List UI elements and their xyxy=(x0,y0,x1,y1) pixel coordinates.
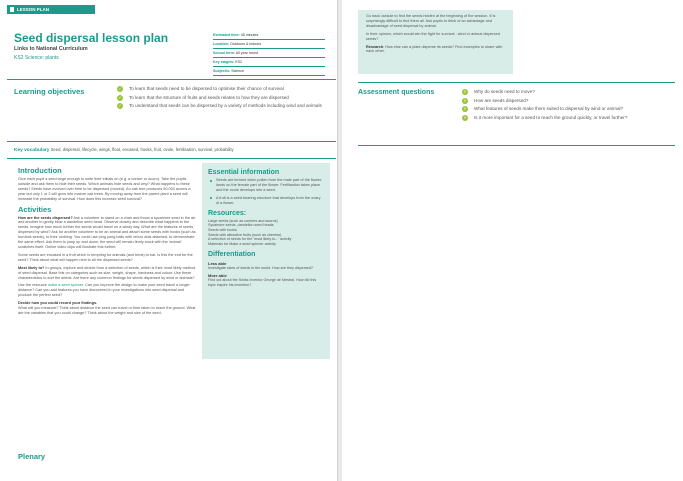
assessment-item xyxy=(462,98,672,104)
activity-bold: How are the seeds dispersed? xyxy=(18,215,73,220)
activity-paragraph: Some seeds are encased in a fruit which is tempting for animals (and birds) to eat. Is this the end for the seed? Think about what will happen next to all the dispersed seeds? xyxy=(18,252,193,262)
activity-text: . Can you improve the design to make your seed travel a longer distance? Can you add features you have discovered in your investigations into seed dispersal and produce the perfect seed? xyxy=(18,283,190,298)
meta-key: Estimated time: xyxy=(213,33,240,37)
meta-row-term xyxy=(213,49,325,58)
meta-value: Science xyxy=(231,69,244,73)
activities-heading: Activities xyxy=(18,204,52,214)
lesson-plan-tag xyxy=(7,5,95,14)
research-text: : How else can a plant disperse its seeds? Find examples to share with each other. xyxy=(366,44,503,54)
more-able-text: Find out about the Swiss inventor George de Mestral. How did this topic inspire his invention? xyxy=(208,278,317,288)
resource-line: Large seeds (such as conkers and acorns) xyxy=(208,218,278,223)
less-able-text: Investigate sizes of seeds in the world. How are they dispersed? xyxy=(208,265,313,270)
meta-key: Location: xyxy=(213,42,230,46)
assessment-item xyxy=(462,89,672,95)
activity-bold: Decide how you could record your findings. xyxy=(18,301,98,306)
question-icon: ? xyxy=(463,114,467,120)
less-able-label: Less able xyxy=(208,260,227,266)
meta-value: All year round xyxy=(235,51,258,55)
more-able-label: More able xyxy=(208,273,227,279)
activity-paragraph xyxy=(18,266,196,281)
seed-spinner-link[interactable]: make a seed spinner xyxy=(47,283,84,288)
essential-bullet: Seeds are formed when pollen from the male part of the flower, lands on the female part of the flower. Fertilisation takes place and the ovule develops into a seed. xyxy=(208,178,324,193)
meta-key: School term: xyxy=(213,51,235,55)
objectives-list xyxy=(117,86,327,112)
objective-item xyxy=(117,103,327,109)
differentiation-heading: Differentiation xyxy=(208,250,256,258)
lesson-plan-tag-label: LESSON PLAN xyxy=(17,7,50,12)
activity-paragraph xyxy=(18,301,196,316)
activity-paragraph xyxy=(18,283,196,298)
plenary-continued-box xyxy=(358,10,513,74)
divider xyxy=(358,82,675,83)
activity-text: In groups, explore and decide from a selection of seeds, which is their most likely method of seed dispersal. Base this on categories such as size, weight, shape, hardness and colour. Use these characteristics to sort the seeds. Are there any common findings for seeds dispersed by wind or animals? xyxy=(18,265,196,280)
divider xyxy=(358,145,675,146)
main-column xyxy=(18,166,196,319)
assessment-list xyxy=(462,89,672,123)
essential-bullet: A fruit is a seed bearing structure that develops from the ovary of a flower. xyxy=(208,196,324,206)
resource-line: Seeds with attractive fruits (such as cherries) xyxy=(208,232,282,237)
activity-text: Ask a volunteer to stand on a chair and throw a sycamore seed in the air and another to gently blow a dandelion seed head. Observe closely and describe what happens to the seeds. Imagine how much further the seeds would travel on a windy day. What are the features of seeds dispersed by wind? Ask for another volunteer to be an animal and attach some seeds with hooks (such as burdock seeds), to their clothing. You could use ping pong balls with velcro dots attached, to demonstrate the same effect. Ask them to jump up and down, the seed will remain firmly stuck with the 'animal' scratches itself. Online video clips will illustrate this further. xyxy=(18,215,196,249)
meta-row-location xyxy=(213,40,325,49)
key-vocabulary xyxy=(14,147,332,153)
meta-row-subject xyxy=(213,67,325,76)
meta-row-stage xyxy=(213,58,325,67)
resource-line: Sycamore seeds, dandelion seed heads xyxy=(208,223,274,228)
objective-text: To understand that seeds can be dispersed by a variety of methods including wind and animals xyxy=(129,103,322,108)
meta-row-time xyxy=(213,31,325,40)
objective-text: To learn that the structure of fruits and seeds relates to how they are dispersed xyxy=(129,94,289,100)
resources-heading: Resources: xyxy=(208,209,247,217)
plenary-paragraph: Go back outside to find the seeds hidden at the beginning of the session. It is surprisingly difficult to find them all. Ask pupils to think of an advantage and disadvantage of seed dispersal by animal. xyxy=(366,14,496,28)
activity-bold: Most likely to? xyxy=(18,265,45,270)
plenary-paragraph: In their opinion, which would win the fight for survival - wind or animal dispersed seeds? xyxy=(366,31,500,41)
resource-line: Materials for Make a seed spinner activity xyxy=(208,242,276,247)
meta-table xyxy=(213,31,325,76)
introduction-heading: Introduction xyxy=(18,166,62,175)
side-panel xyxy=(202,163,330,359)
assessment-text: Why do seeds need to move? xyxy=(474,89,535,94)
plenary-heading: Plenary xyxy=(18,452,46,461)
assessment-text: How are seeds dispersed? xyxy=(474,97,529,103)
meta-key: Subject/s: xyxy=(213,69,231,73)
check-icon: ✓ xyxy=(118,94,122,100)
subtitle: Links to National Curriculum xyxy=(14,46,88,52)
meta-value: 45 minutes xyxy=(240,33,259,37)
assessment-heading: Assessment questions xyxy=(358,89,435,96)
activity-text: Use the resource xyxy=(18,283,48,288)
meta-key: Key stage/s: xyxy=(213,60,235,64)
page-title: Seed dispersal lesson plan xyxy=(14,31,169,45)
objective-item xyxy=(117,86,327,92)
key-stage-line: KS2 Science: plants xyxy=(14,55,59,61)
activity-paragraph xyxy=(18,216,196,250)
assessment-text: Is it more important for a seed to reach the ground quickly, or travel further? xyxy=(474,114,628,120)
divider xyxy=(7,141,336,142)
objectives-heading: Learning objectives xyxy=(14,87,85,96)
question-icon: ? xyxy=(463,106,467,111)
question-icon: ? xyxy=(463,97,467,103)
essential-info-heading: Essential information xyxy=(208,169,280,176)
objective-text: To learn that seeds need to be dispersed to optimise their chance of survival xyxy=(129,86,284,91)
check-icon: ✓ xyxy=(118,86,122,91)
check-icon: ✓ xyxy=(118,103,122,108)
document-icon xyxy=(10,7,14,12)
divider xyxy=(7,79,336,80)
resources-list xyxy=(208,219,324,247)
assessment-item xyxy=(462,106,672,112)
key-vocabulary-label: Key vocabulary xyxy=(14,148,50,153)
meta-value: KS2 xyxy=(235,60,242,64)
assessment-item xyxy=(462,115,672,121)
activity-text: What will you measure? Think about distance the seed can travel or time taken to reach the ground. What are the variables that you could change? Think about the weight and size of the seed. xyxy=(18,306,196,315)
research-label: Research xyxy=(366,44,384,49)
divider xyxy=(7,158,336,159)
assessment-text: What features of seeds make them suited to dispersal by wind or animal? xyxy=(474,106,624,111)
resource-line: A selection of seeds for the 'most likely to...' activity xyxy=(208,237,292,242)
introduction-text: Give each pupil a seed large enough to write their initials on (e.g. a conker or acorn). Take the pupils outside and ask them to hide their seeds. Which animals hide seeds and why? What happens to these seeds? Seeds have evolved over time to be dispersed (moved). An oak tree produces 50,000 acorns a year but only 1 or 2 will grow into mature oak trees. By moving away from the parent plant a seed will increase the probability of survival. How does this increase seed survival? xyxy=(18,177,191,201)
plenary-paragraph xyxy=(366,45,505,55)
key-vocabulary-text: Seed, dispersal, lifecycle, wings, float, encased, hooks, fruit, ovule, fertilisation, survival, probability xyxy=(50,147,234,152)
resource-line: Seeds with hooks xyxy=(208,227,237,232)
meta-value: Outdoors & indoors xyxy=(230,42,262,46)
objective-item xyxy=(117,95,327,101)
question-icon: ? xyxy=(463,89,467,94)
